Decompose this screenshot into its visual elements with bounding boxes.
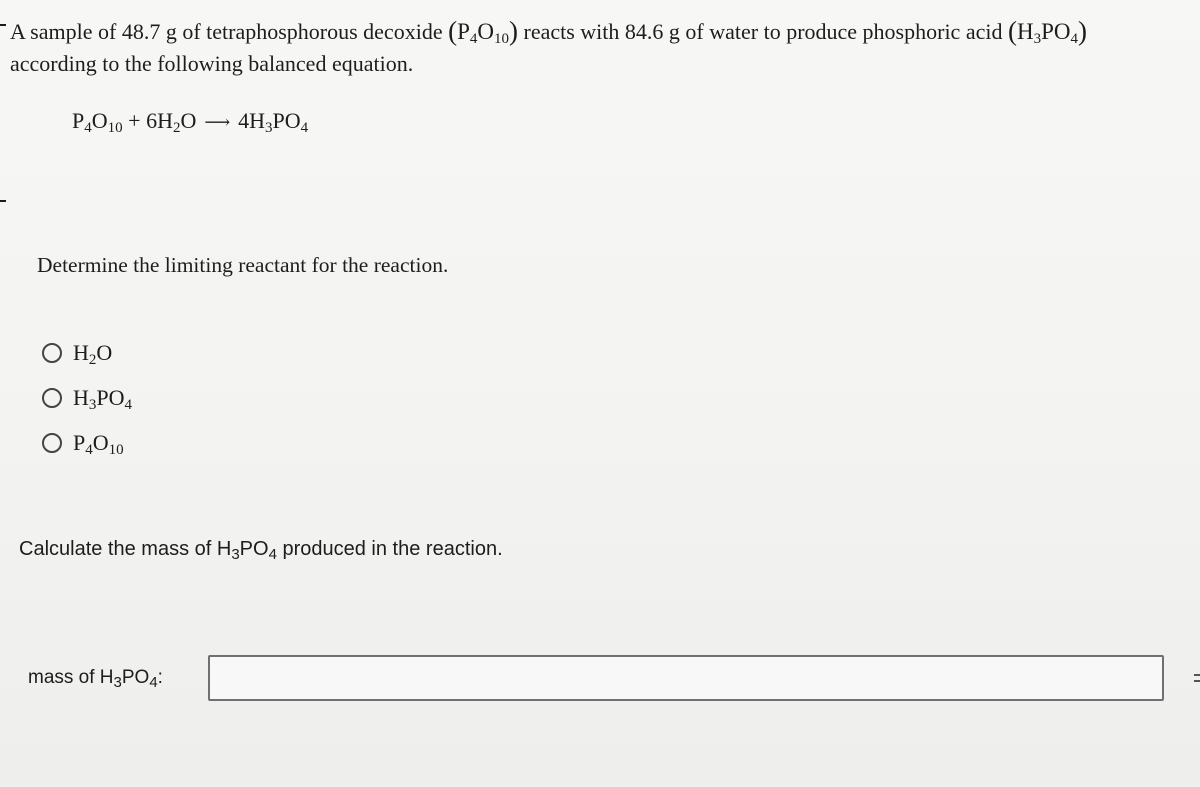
formula-subscript: 4 [1070, 31, 1078, 47]
formula-open-paren: ( [448, 16, 458, 46]
mass-answer-input[interactable] [208, 655, 1164, 701]
problem-intro-part2: reacts with 84.6 g of water to produce phosphoric acid [518, 19, 1008, 44]
formula-po: PO [1041, 19, 1071, 44]
equation-subscript: 10 [107, 120, 123, 136]
problem-statement [10, 14, 1195, 80]
left-edge-mark [0, 24, 6, 26]
formula-open-paren: ( [1007, 16, 1017, 46]
equation-term: O [180, 108, 197, 133]
equation-term: H [157, 108, 173, 133]
formula-subscript: 4 [469, 31, 478, 47]
balanced-equation [72, 108, 308, 134]
equation-subscript: 3 [265, 120, 273, 136]
problem-intro-part1: A sample of 48.7 g of tetraphosphorous decoxide [10, 19, 449, 44]
radio-button[interactable] [42, 343, 62, 363]
equation-subscript: 4 [84, 120, 92, 136]
equation-term: P [72, 108, 85, 133]
limiting-reactant-options [42, 330, 132, 465]
option-label: $H_3PO_4$ [73, 384, 133, 413]
p4o10-formula [448, 16, 518, 47]
radio-button[interactable] [42, 388, 62, 408]
h3po4-formula [1007, 16, 1087, 47]
formula-subscript: 10 [494, 31, 509, 47]
equation-term: O [91, 108, 108, 133]
mass-answer-row [28, 655, 1164, 701]
option-h3po4[interactable] [42, 375, 132, 420]
formula-h: H [1016, 19, 1034, 44]
right-edge-mark [1194, 674, 1200, 682]
option-label: $P_4O_{10}$ [73, 429, 124, 458]
formula-subscript: 3 [1033, 31, 1042, 47]
reaction-arrow: ⟶ [204, 112, 231, 132]
formula-p: P [457, 19, 470, 44]
equation-subscript: 2 [172, 120, 181, 136]
left-edge-mark [0, 200, 6, 202]
equation-coefficient: 4 [238, 108, 250, 133]
formula-o: O [477, 19, 494, 44]
equation-term: H [249, 108, 266, 133]
formula-close-paren: ) [509, 16, 518, 46]
mass-answer-label: mass of $H_3PO_4$: [28, 667, 163, 691]
mass-question: Calculate the mass of $H_3PO_4$ produced in the reaction. [19, 538, 503, 563]
radio-button[interactable] [42, 433, 62, 453]
option-p4o10[interactable] [42, 420, 132, 465]
equation-subscript: 4 [300, 120, 309, 136]
option-label: $H_2O$ [73, 339, 113, 368]
equation-term: PO [272, 108, 301, 133]
limiting-reactant-question: Determine the limiting reactant for the reaction. [37, 253, 449, 277]
formula-close-paren: ) [1078, 16, 1087, 46]
equation-plus: + [122, 108, 147, 133]
equation-coefficient: 6 [146, 108, 158, 133]
problem-intro-part3: according to the following balanced equation. [10, 51, 414, 76]
option-h2o[interactable] [42, 330, 132, 375]
